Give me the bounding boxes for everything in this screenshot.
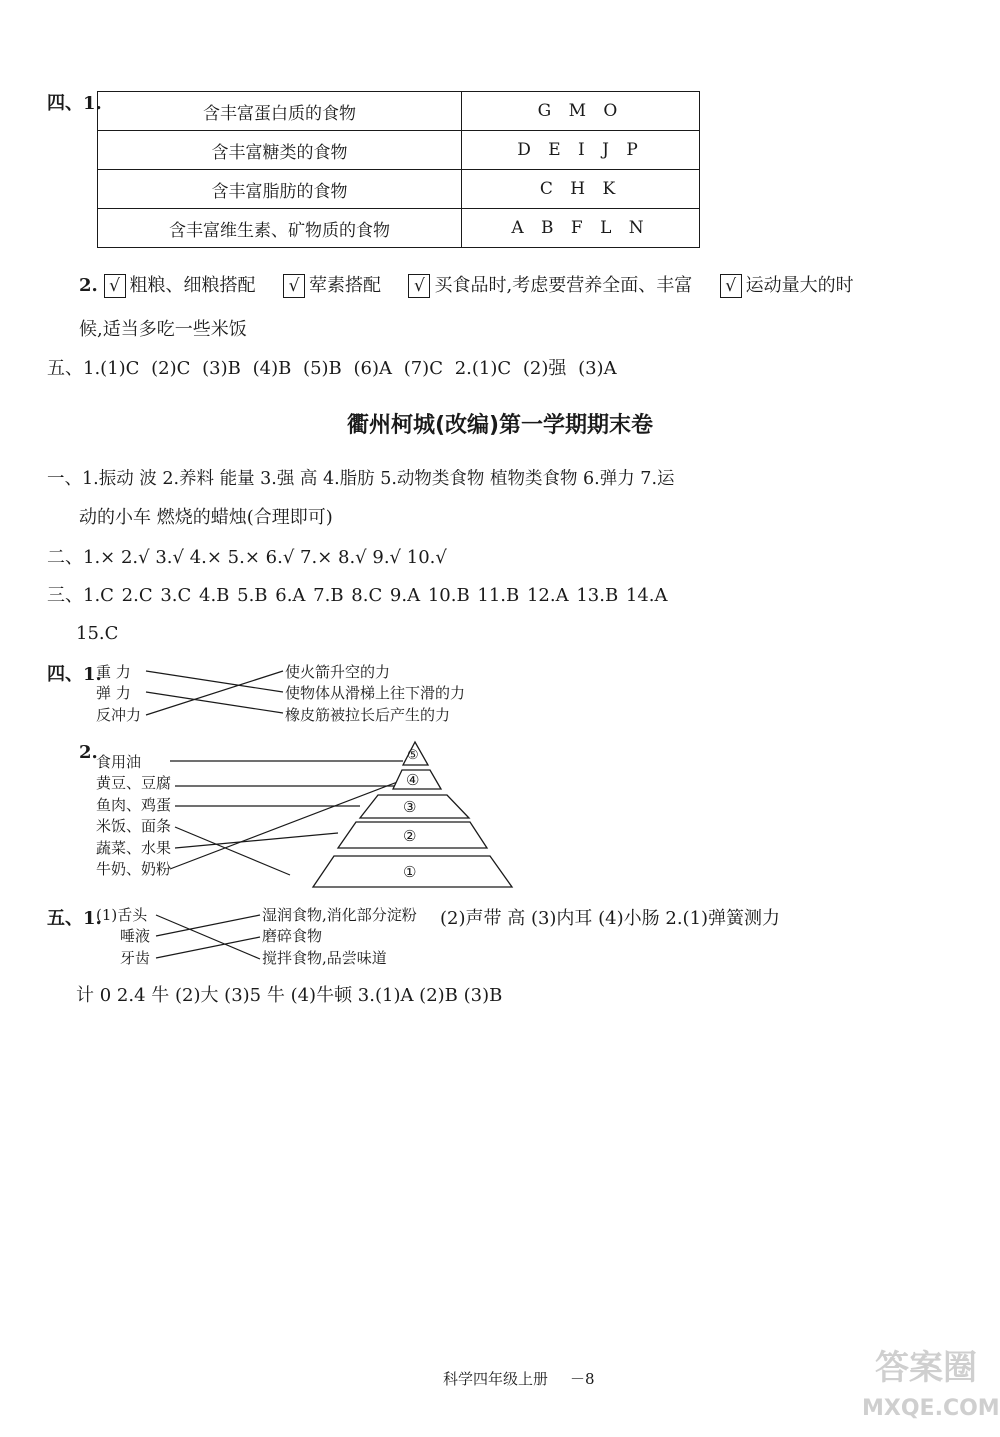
pyramid-label: ③	[403, 798, 417, 816]
section-3-line-1: 三、1.C 2.C 3.C 4.B 5.B 6.A 7.B 8.C 9.A 10.B 11.B 12.A 13.B 14.A	[47, 585, 668, 606]
section-5-line-2: 计 0 2.4 牛 (2)大 (3)5 牛 (4)牛顿 3.(1)A (2)B (3)B	[76, 985, 503, 1006]
watermark-logo: 答案圈	[875, 1348, 977, 1388]
watermark-url: MXQE.COM	[862, 1396, 1000, 1421]
check-mark-icon: √	[283, 274, 305, 298]
food-item: 食用油	[96, 753, 142, 771]
table-cell-letters: C H K	[462, 170, 700, 209]
match-line	[146, 671, 283, 692]
force-left-item: 反冲力	[96, 706, 142, 724]
q2-option: 买食品时,考虑要营养全面、丰富	[434, 275, 693, 296]
table-cell-category: 含丰富维生素、矿物质的食物	[98, 209, 462, 248]
check-mark-icon: √	[408, 274, 430, 298]
force-left-item: 重 力	[96, 663, 131, 681]
mouth-right-item: 湿润食物,消化部分淀粉	[262, 906, 417, 924]
table-cell-letters: G M O	[462, 92, 700, 131]
exam-title: 衢州柯城(改编)第一学期期末卷	[346, 413, 654, 438]
section-5-line-1-rest: (2)声带 高 (3)内耳 (4)小肠 2.(1)弹簧测力	[440, 908, 781, 929]
section-1-line-2: 动的小车 燃烧的蜡烛(合理即可)	[79, 507, 333, 528]
q2-option: 粗粮、细粮搭配	[129, 275, 256, 296]
section-2-answers: 二、1.× 2.√ 3.√ 4.× 5.× 6.√ 7.× 8.√ 9.√ 10.√	[47, 547, 447, 568]
section-4-label: 四、1.	[47, 93, 102, 114]
table-cell-letters: D E I J P	[462, 131, 700, 170]
table-cell-category: 含丰富蛋白质的食物	[98, 92, 462, 131]
pyramid-label: ②	[403, 827, 417, 845]
section-5-label: 五、1.	[47, 908, 102, 929]
mouth-left-item: 唾液	[120, 927, 151, 945]
match-line	[156, 937, 260, 958]
mouth-right-item: 搅拌食物,品尝味道	[262, 949, 387, 967]
pyramid-label: ⑤	[407, 748, 419, 763]
match-line	[146, 671, 283, 715]
check-mark-icon: √	[104, 274, 126, 298]
mouth-left-item: 牙齿	[120, 949, 151, 967]
section-5-answers: 五、1.(1)C (2)C (3)B (4)B (5)B (6)A (7)C 2.(1)C (2)强 (3)A	[47, 358, 617, 379]
q2-number: 2.	[79, 275, 98, 296]
force-right-item: 橡皮筋被拉长后产生的力	[285, 706, 451, 724]
table-cell-letters: A B F L N	[462, 209, 700, 248]
food-item: 米饭、面条	[96, 817, 172, 835]
q2-option: 荤素搭配	[309, 275, 381, 296]
food-item: 牛奶、奶粉	[96, 860, 172, 878]
food-item: 鱼肉、鸡蛋	[96, 796, 172, 814]
match-line	[156, 915, 260, 959]
table-cell-category: 含丰富糖类的食物	[98, 131, 462, 170]
match-line	[175, 833, 338, 848]
q42-label: 2.	[79, 742, 98, 763]
mouth-left-item: (1)舌头	[96, 906, 148, 924]
q2-option: 运动量大的时	[745, 275, 854, 296]
force-right-item: 使火箭升空的力	[285, 663, 391, 681]
q2-continuation: 候,适当多吃一些米饭	[79, 319, 247, 340]
match-line	[175, 827, 290, 875]
section-3-line-2: 15.C	[76, 623, 119, 644]
page-number: －8	[570, 1370, 595, 1388]
section-4-label: 四、1.	[47, 664, 102, 685]
match-line	[146, 692, 283, 713]
pyramid-label: ④	[406, 771, 420, 789]
check-mark-icon: √	[720, 274, 742, 298]
pyramid-label: ①	[403, 863, 417, 881]
food-item: 黄豆、豆腐	[96, 774, 172, 792]
food-item: 蔬菜、水果	[96, 839, 172, 857]
match-line	[156, 915, 260, 936]
footer-subject: 科学四年级上册	[443, 1370, 549, 1388]
mouth-right-item: 磨碎食物	[262, 927, 323, 945]
force-left-item: 弹 力	[96, 684, 131, 702]
force-right-item: 使物体从滑梯上往下滑的力	[285, 684, 466, 702]
table-cell-category: 含丰富脂肪的食物	[98, 170, 462, 209]
section-1-line-1: 一、1.振动 波 2.养料 能量 3.强 高 4.脂肪 5.动物类食物 植物类食物 6.弹力 7.运	[47, 469, 675, 489]
